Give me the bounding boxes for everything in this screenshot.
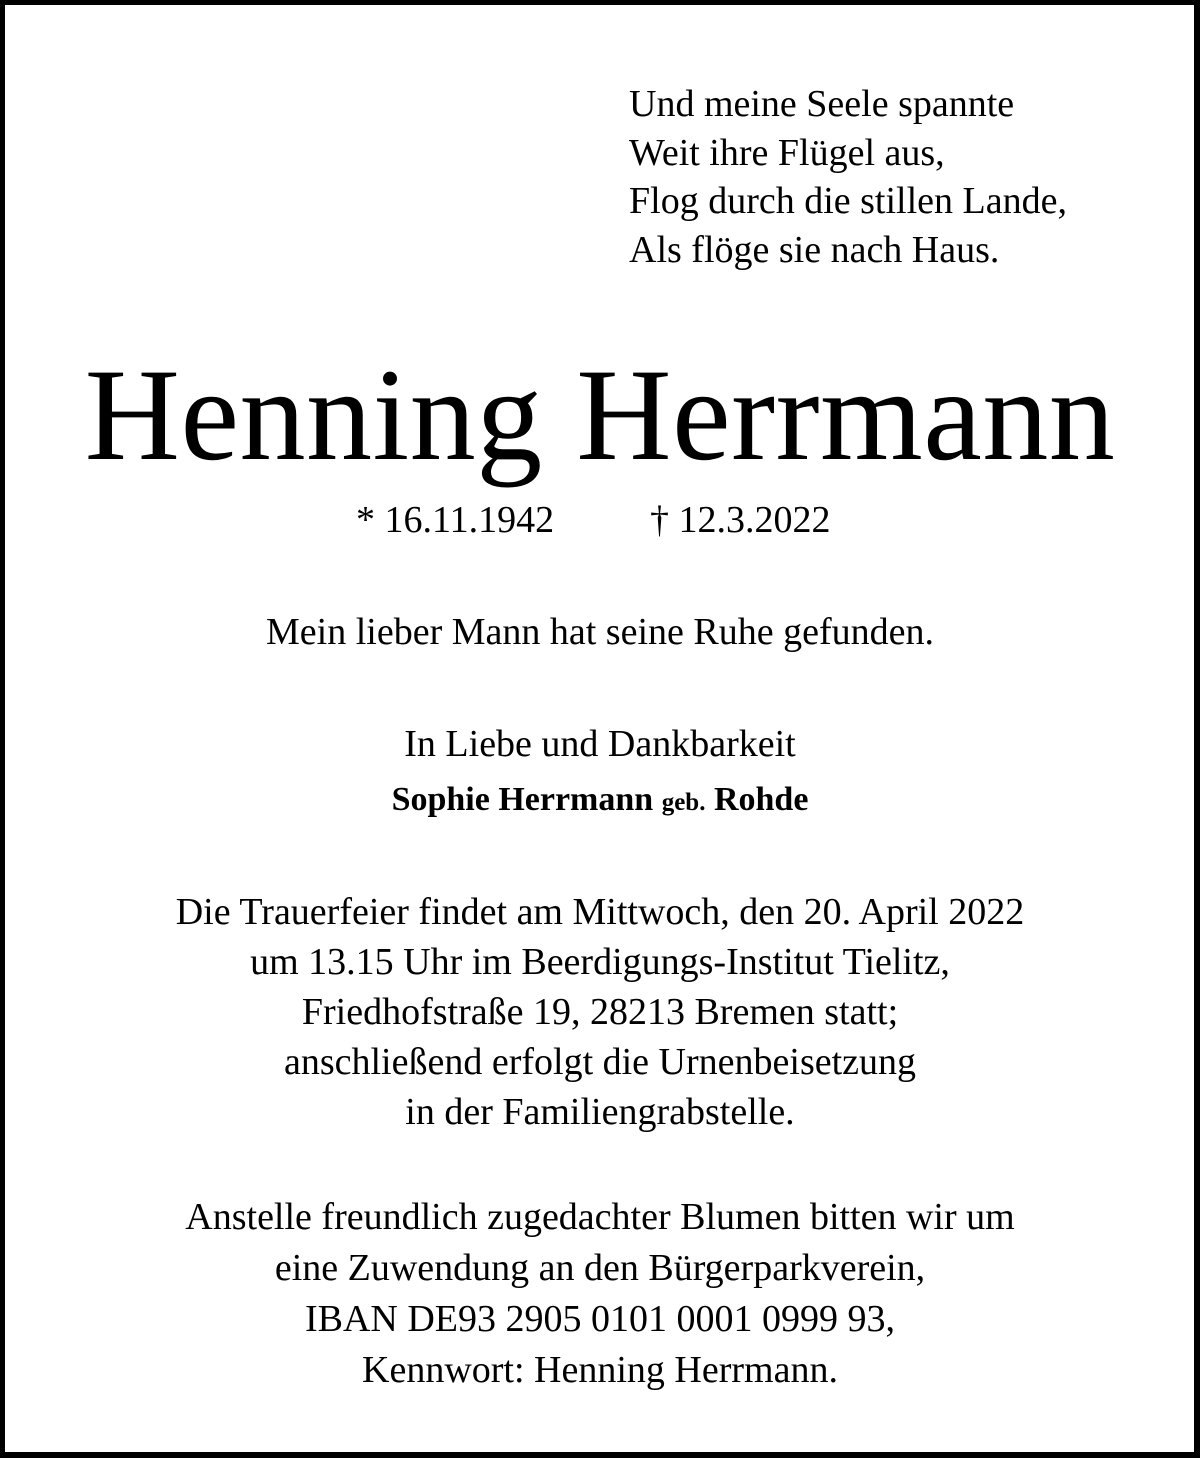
poem-line: Und meine Seele spannte bbox=[629, 83, 1015, 125]
ceremony-line: Friedhofstraße 19, 28213 Bremen statt; bbox=[301, 991, 899, 1033]
message: Mein lieber Mann hat seine Ruhe gefunden. bbox=[266, 611, 934, 653]
poem bbox=[629, 80, 1067, 274]
signature-maiden-name: Rohde bbox=[713, 781, 809, 818]
donation-line: Kennwort: Henning Herrmann. bbox=[362, 1349, 838, 1391]
donation-request bbox=[0, 1192, 1200, 1396]
death-date: † 12.3.2022 bbox=[650, 499, 831, 541]
ceremony-details bbox=[0, 887, 1200, 1137]
poem-line: Flog durch die stillen Lande, bbox=[629, 180, 1067, 222]
signature-surname: Sophie Herrmann bbox=[391, 781, 654, 818]
poem-line: Weit ihre Flügel aus, bbox=[629, 131, 945, 174]
deceased-name: Henning Herrmann bbox=[84, 341, 1116, 488]
signature-name bbox=[0, 775, 1200, 827]
ceremony-line: um 13.15 Uhr im Beerdigungs-Institut Tielitz, bbox=[250, 941, 950, 983]
ceremony-line: Die Trauerfeier findet am Mittwoch, den 20. April 2022 bbox=[175, 891, 1025, 933]
donation-line: Anstelle freundlich zugedachter Blumen bitten wir um bbox=[185, 1196, 1015, 1238]
ceremony-line: in der Familiengrabstelle. bbox=[405, 1091, 795, 1133]
signature-nee: geb. bbox=[661, 789, 706, 816]
poem-line: Als flöge sie nach Haus. bbox=[629, 228, 1000, 271]
donation-line: IBAN DE93 2905 0101 0001 0999 93, bbox=[304, 1298, 896, 1340]
signature-intro: In Liebe und Dankbarkeit bbox=[404, 723, 796, 765]
ceremony-line: anschließend erfolgt die Urnenbeisetzung bbox=[283, 1041, 917, 1083]
birth-date: * 16.11.1942 bbox=[356, 499, 555, 541]
donation-line: eine Zuwendung an den Bürgerparkverein, bbox=[274, 1247, 926, 1289]
